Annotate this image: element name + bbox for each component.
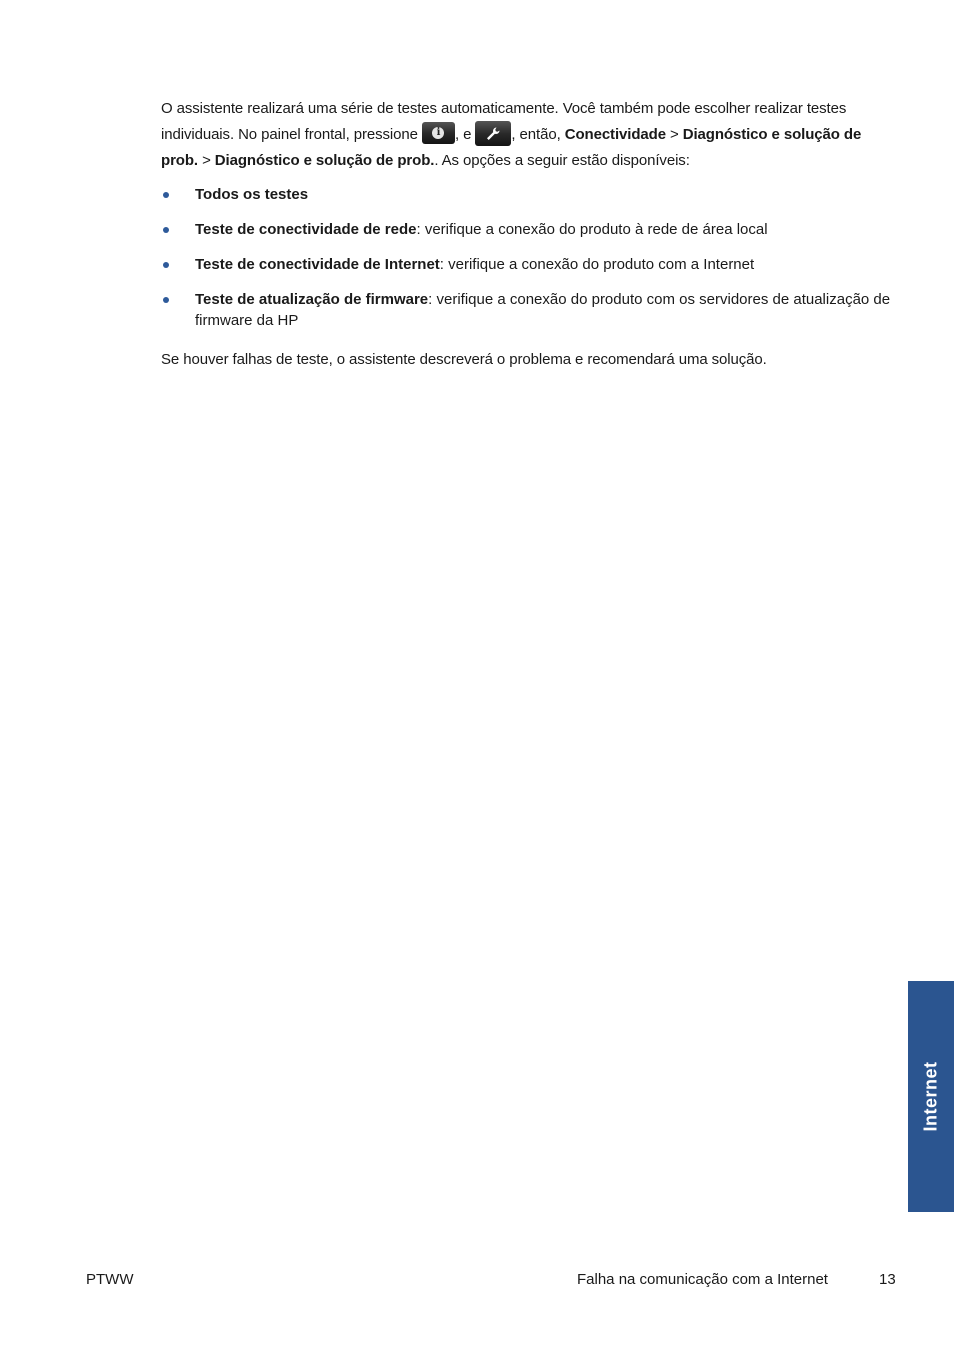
wrench-glyph-icon <box>485 126 501 142</box>
menu-path-diagnostico-2: Diagnóstico e solução de prob. <box>214 152 435 169</box>
page-number: 13 <box>879 1271 896 1288</box>
path-separator: > <box>198 152 215 169</box>
intro-tail: . As opções a seguir estão disponíveis: <box>434 152 690 169</box>
test-options-list <box>161 184 891 331</box>
bullet-icon <box>163 297 169 303</box>
option-desc: : verifique a conexão do produto com a Internet <box>439 256 755 273</box>
page-content <box>161 96 891 370</box>
footer-locale: PTWW <box>86 1271 134 1288</box>
option-title: Teste de atualização de firmware <box>195 291 429 308</box>
intro-paragraph <box>161 96 891 174</box>
wrench-settings-icon <box>475 121 511 146</box>
footer-section-title: Falha na comunicação com a Internet <box>577 1271 828 1288</box>
list-item <box>161 289 891 331</box>
menu-path-diagnostico-1: Diagnóstico e solução de prob. <box>161 126 862 169</box>
option-title: Teste de conectividade de rede <box>195 221 417 238</box>
separator-entao: , então, <box>511 126 565 143</box>
bullet-icon <box>163 227 169 233</box>
option-desc: : verifique a conexão do produto com os servidores de atualização de firmware da HP <box>195 291 891 329</box>
list-item <box>161 184 891 205</box>
menu-path-conectividade: Conectividade <box>564 126 666 143</box>
option-title: Todos os testes <box>195 186 309 203</box>
closing-paragraph: Se houver falhas de teste, o assistente descreverá o problema e recomendará uma solução. <box>161 351 767 368</box>
bullet-icon <box>163 262 169 268</box>
option-desc: : verifique a conexão do produto à rede de área local <box>416 221 768 238</box>
info-button-icon <box>422 122 455 144</box>
path-separator: > <box>665 126 683 143</box>
list-item <box>161 219 891 240</box>
chapter-side-tab <box>908 981 954 1212</box>
intro-text: O assistente realizará uma série de testes automaticamente. Você também pode escolher realizar testes individuais. No painel frontal, pressione <box>161 100 847 143</box>
list-item <box>161 254 891 275</box>
separator-e: , e <box>454 126 476 143</box>
chapter-tab-label: Internet <box>920 1061 941 1132</box>
bullet-icon <box>163 192 169 198</box>
info-glyph: i <box>432 127 444 139</box>
option-title: Teste de conectividade de Internet <box>195 256 440 273</box>
